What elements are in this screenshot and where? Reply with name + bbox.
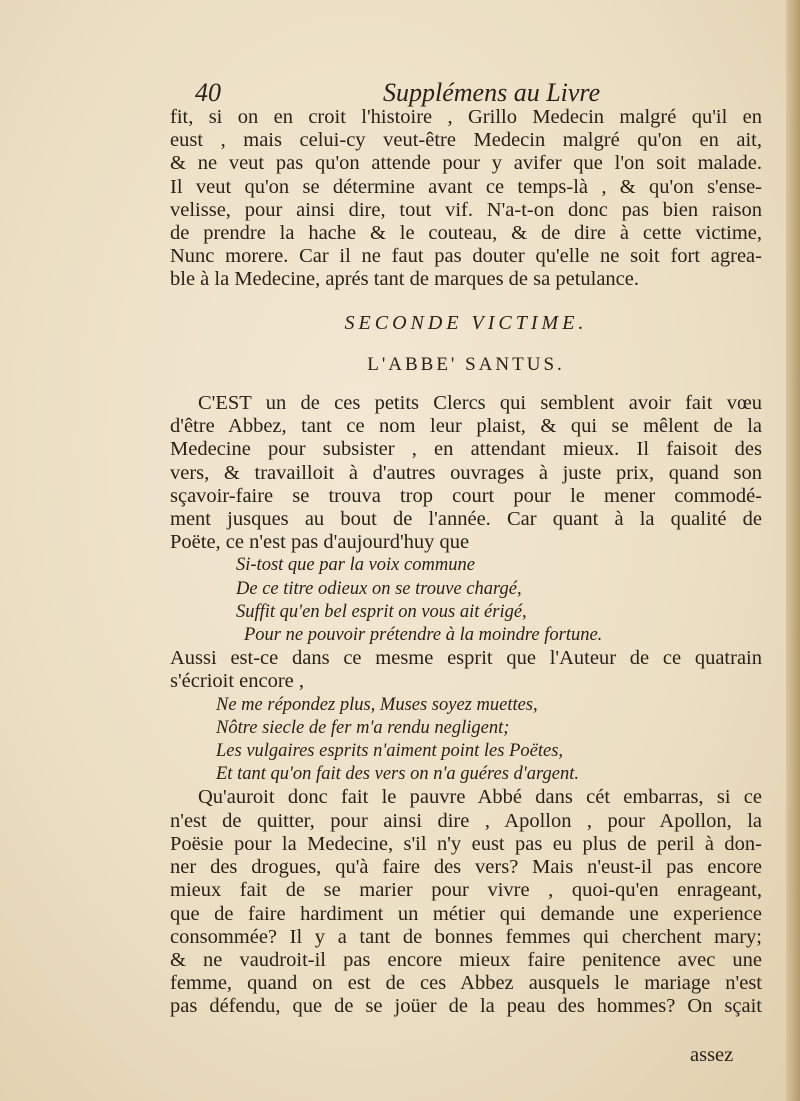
text-line: que de faire hardiment un métier qui demande une experience	[170, 902, 762, 925]
text-line: ble à la Medecine, aprés tant de marques de sa petulance.	[170, 268, 640, 291]
verse-quatrain-1	[170, 554, 762, 647]
text-line: Poëte, ce n'est pas d'aujourd'huy que	[170, 531, 470, 554]
text-line: vers, & travailloit à d'autres ouvrages à juste prix, quand son	[170, 461, 762, 484]
text-line: mieux fait de se marier pour vivre , quoi-qu'en enrageant,	[170, 879, 762, 902]
body-text	[170, 106, 762, 1019]
paragraph-3	[170, 647, 762, 693]
text-line: & ne vaudroit-il pas encore mieux faire penitence avec une	[170, 948, 762, 971]
text-line: ment jusques au bout de l'année. Car quant à la qualité de	[170, 508, 762, 531]
text-line: C'EST un de ces petits Clercs qui semblent avoir fait vœu	[198, 392, 762, 415]
book-gutter	[786, 0, 800, 1101]
text-line: Medecine pour subsister , en attendant mieux. Il faisoit des	[170, 438, 762, 461]
text-line: d'être Abbez, tant ce nom leur plaist, & qui se mêlent de la	[170, 415, 762, 438]
text-line: pas défendu, que de se joüer de la peau des hommes? On sçait	[170, 995, 762, 1018]
text-line: velisse, pour ainsi dire, tout vif. N'a-t-on donc pas bien raison	[170, 198, 762, 221]
text-line: sçavoir-faire se trouva trop court pour le mener commodé-	[170, 484, 762, 507]
text-line: eust , mais celui-cy veut-être Medecin malgré qu'on en ait,	[170, 129, 762, 152]
text-line: n'est de quitter, pour ainsi dire , Apollon , pour Apollon, la	[170, 809, 762, 832]
text-line: Qu'auroit donc fait le pauvre Abbé dans cét embarras, si ce	[198, 786, 762, 809]
text-line: ner des drogues, qu'à faire des vers? Mais n'eust-il pas encore	[170, 856, 762, 879]
verse-line: Ne me répondez plus, Muses soyez muettes,	[216, 694, 538, 715]
verse-line: Les vulgaires esprits n'aiment point les Poëtes,	[216, 741, 564, 762]
paragraph-4	[170, 786, 762, 1018]
paragraph-2	[170, 392, 762, 554]
verse-quatrain-2	[170, 694, 762, 787]
text-line: Il veut qu'on se détermine avant ce temps-là , & qu'on s'ense-	[170, 175, 762, 198]
running-title: Supplémens au Livre	[383, 78, 601, 107]
section-subtitle: L'ABBE' SANTUS.	[367, 353, 565, 375]
text-line: Aussi est-ce dans ce mesme esprit que l'Auteur de ce quatrain	[170, 647, 762, 670]
verse-line: Nôtre siecle de fer m'a rendu negligent;	[216, 717, 510, 738]
text-line: femme, quand on est de ces Abbez ausquels le mariage n'est	[170, 972, 762, 995]
verse-line: Pour ne pouvoir prétendre à la moindre fortune.	[244, 625, 603, 646]
text-line: Nunc morere. Car il ne faut pas douter qu'elle ne soit fort agrea-	[170, 245, 762, 268]
paragraph-1	[170, 106, 762, 292]
section-title: SECONDE VICTIME.	[344, 311, 588, 334]
text-line: & ne veut pas qu'on attende pour y avifer que l'on soit malade.	[170, 152, 762, 175]
page-number: 40	[195, 78, 221, 107]
verse-line: Suffit qu'en bel esprit on vous ait érigé,	[236, 601, 527, 622]
verse-line: Si-tost que par la voix commune	[236, 555, 475, 576]
text-line: consommée? Il y a tant de bonnes femmes qui cherchent mary;	[170, 925, 762, 948]
text-line: Poësie pour la Medecine, s'il n'y eust pas eu plus de peril à don-	[170, 832, 762, 855]
verse-line: De ce titre odieux on se trouve chargé,	[236, 578, 522, 599]
catchword: assez	[690, 1044, 734, 1066]
verse-line: Et tant qu'on fait des vers on n'a guéres d'argent.	[216, 764, 579, 785]
text-line: s'écrioit encore ,	[170, 670, 305, 693]
text-line: fit, si on en croit l'histoire , Grillo Medecin malgré qu'il en	[170, 106, 762, 128]
text-line: de prendre la hache & le couteau, & de dire à cette victime,	[170, 222, 762, 245]
